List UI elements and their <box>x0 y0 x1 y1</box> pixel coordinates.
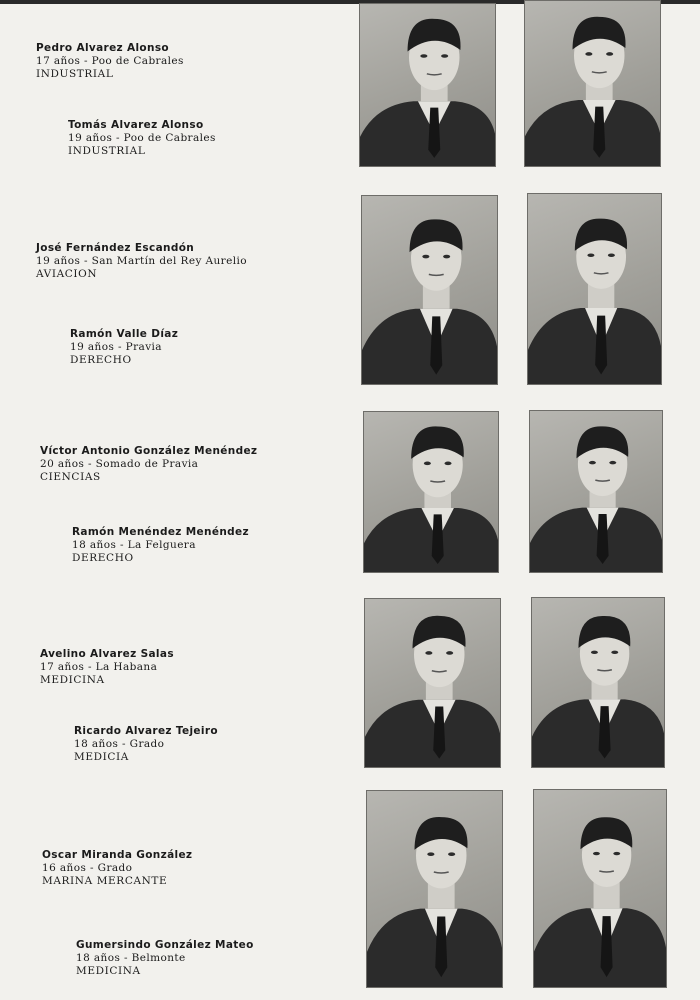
tie-shape <box>432 514 444 564</box>
portrait-image <box>525 1 660 166</box>
eye-shape <box>608 253 615 257</box>
student-entry-7 <box>40 648 174 687</box>
student-age-origin: 18 años - La Felguera <box>72 539 196 551</box>
eye-shape <box>448 852 455 856</box>
student-faculty: INDUSTRIAL <box>68 145 146 157</box>
student-faculty: DERECHO <box>70 354 132 366</box>
student-name: Pedro Alvarez Alonso <box>36 42 169 54</box>
student-entry-2 <box>68 119 216 158</box>
student-faculty: AVIACION <box>36 268 98 280</box>
student-entry-9 <box>42 849 192 888</box>
student-faculty: MEDICINA <box>76 965 141 977</box>
tie-shape <box>430 316 442 374</box>
student-entry-8 <box>74 725 218 764</box>
student-name: Oscar Miranda González <box>42 849 193 861</box>
portrait-photo-4 <box>527 193 662 385</box>
eye-shape <box>444 462 451 466</box>
tie-shape <box>435 916 447 977</box>
portrait-image <box>532 598 664 767</box>
eye-shape <box>589 461 596 464</box>
eye-shape <box>587 253 594 257</box>
tie-shape <box>595 316 607 375</box>
eye-shape <box>425 651 432 655</box>
portrait-image <box>362 196 497 384</box>
eye-shape <box>613 852 620 855</box>
eye-shape <box>585 52 592 56</box>
tie-shape <box>428 108 440 158</box>
student-entry-10 <box>76 939 254 978</box>
student-age-origin: 19 años - San Martín del Rey Aurelio <box>36 255 247 267</box>
student-age-origin: 18 años - Belmonte <box>76 952 186 964</box>
eye-shape <box>441 54 448 58</box>
student-age-origin: 17 años - La Habana <box>40 661 158 673</box>
eye-shape <box>446 651 453 655</box>
student-name: Avelino Alvarez Salas <box>40 648 174 660</box>
eye-shape <box>611 651 618 654</box>
portrait-photo-10 <box>533 789 667 988</box>
student-faculty: MEDICINA <box>40 674 105 686</box>
tie-shape <box>599 706 611 758</box>
portrait-image <box>534 790 666 987</box>
portrait-image <box>360 4 495 166</box>
student-faculty: DERECHO <box>72 552 134 564</box>
portrait-image <box>528 194 661 384</box>
portrait-photo-1 <box>359 3 496 167</box>
portrait-photo-7 <box>364 598 501 768</box>
student-faculty: MARINA MERCANTE <box>42 875 168 887</box>
portrait-photo-3 <box>361 195 498 385</box>
student-age-origin: 19 años - Poo de Cabrales <box>68 132 216 144</box>
student-name: Tomás Alvarez Alonso <box>68 119 204 131</box>
portrait-photo-6 <box>529 410 663 573</box>
student-age-origin: 17 años - Poo de Cabrales <box>36 55 184 67</box>
student-age-origin: 19 años - Pravia <box>70 341 162 353</box>
eye-shape <box>591 651 598 654</box>
eye-shape <box>606 52 613 56</box>
student-faculty: MEDICIA <box>74 751 129 763</box>
student-age-origin: 18 años - Grado <box>74 738 165 750</box>
student-entry-3 <box>36 242 247 281</box>
eye-shape <box>609 461 616 464</box>
student-entry-4 <box>70 328 178 367</box>
tie-shape <box>597 514 609 564</box>
eye-shape <box>593 852 600 855</box>
student-name: Ramón Valle Díaz <box>70 328 179 340</box>
eye-shape <box>427 852 434 856</box>
student-name: Ramón Menéndez Menéndez <box>72 526 249 538</box>
portrait-photo-5 <box>363 411 499 573</box>
student-entry-1 <box>36 42 184 81</box>
student-entry-5 <box>40 445 257 484</box>
portrait-image <box>367 791 502 987</box>
portrait-image <box>364 412 498 572</box>
portrait-image <box>365 599 500 767</box>
tie-shape <box>433 707 445 759</box>
student-name: Ricardo Alvarez Tejeiro <box>74 725 218 737</box>
tie-shape <box>601 916 613 977</box>
student-name: Víctor Antonio González Menéndez <box>40 445 258 457</box>
eye-shape <box>420 54 427 58</box>
student-faculty: CIENCIAS <box>40 471 101 483</box>
eye-shape <box>422 255 429 259</box>
student-name: José Fernández Escandón <box>36 242 195 254</box>
portrait-image <box>530 411 662 572</box>
student-age-origin: 20 años - Somado de Pravia <box>40 458 199 470</box>
portrait-photo-2 <box>524 0 661 167</box>
student-age-origin: 16 años - Grado <box>42 862 133 874</box>
portrait-photo-8 <box>531 597 665 768</box>
eye-shape <box>424 462 431 466</box>
student-name: Gumersindo González Mateo <box>76 939 254 951</box>
student-entry-6 <box>72 526 249 565</box>
tie-shape <box>593 107 605 158</box>
student-faculty: INDUSTRIAL <box>36 68 114 80</box>
portrait-photo-9 <box>366 790 503 988</box>
eye-shape <box>443 255 450 259</box>
